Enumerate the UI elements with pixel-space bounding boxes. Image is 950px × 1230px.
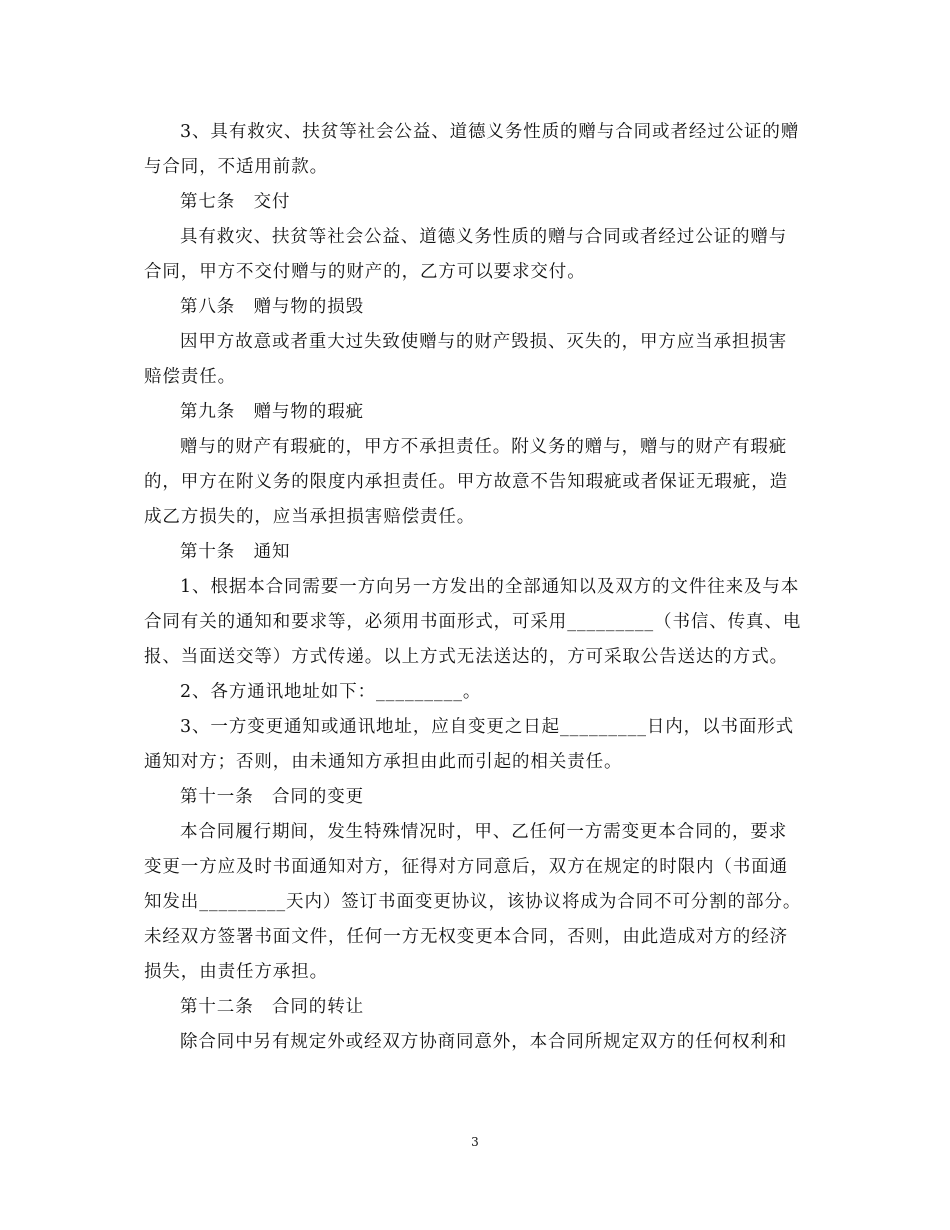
page-number: 3 (471, 1135, 479, 1149)
paragraph-line: 2、各方通讯地址如下：_________。 (180, 682, 482, 702)
paragraph-line: 与合同，不适用前款。 (144, 157, 328, 177)
article-heading: 第七条 交付 (180, 192, 291, 212)
article-heading: 第九条 赠与物的瑕疵 (180, 402, 364, 422)
paragraph-line: 3、具有救灾、扶贫等社会公益、道德义务性质的赠与合同或者经过公证的赠 (180, 122, 800, 142)
paragraph-line: 的，甲方在附义务的限度内承担责任。甲方故意不告知瑕疵或者保证无瑕疵，造 (144, 472, 788, 492)
article-heading: 第十二条 合同的转让 (180, 997, 364, 1017)
paragraph-line: 因甲方故意或者重大过失致使赠与的财产毁损、灭失的，甲方应当承担损害 (180, 332, 788, 352)
paragraph-line: 合同，甲方不交付赠与的财产的，乙方可以要求交付。 (144, 262, 586, 282)
article-heading: 第十条 通知 (180, 542, 291, 562)
paragraph-line: 损失，由责任方承担。 (144, 962, 328, 982)
paragraph-line: 通知对方；否则，由未通知方承担由此而引起的相关责任。 (144, 752, 623, 772)
paragraph-line: 除合同中另有规定外或经双方协商同意外，本合同所规定双方的任何权利和 (180, 1032, 788, 1052)
paragraph-line: 合同有关的通知和要求等，必须用书面形式，可采用_________（书信、传真、电 (144, 612, 802, 632)
document-body (144, 115, 812, 1060)
paragraph-line: 1、根据本合同需要一方向另一方发出的全部通知以及双方的文件往来及与本 (180, 577, 800, 597)
paragraph-line: 具有救灾、扶贫等社会公益、道德义务性质的赠与合同或者经过公证的赠与 (180, 227, 788, 247)
paragraph-line: 本合同履行期间，发生特殊情况时，甲、乙任何一方需变更本合同的，要求 (180, 822, 788, 842)
article-heading: 第八条 赠与物的损毁 (180, 297, 364, 317)
paragraph-line: 知发出_________天内）签订书面变更协议，该协议将成为合同不可分割的部分。 (144, 892, 802, 912)
paragraph-line: 报、当面送交等）方式传递。以上方式无法送达的，方可采取公告送达的方式。 (144, 647, 788, 667)
paragraph-line: 变更一方应及时书面通知对方，征得对方同意后，双方在规定的时限内（书面通 (144, 857, 788, 877)
paragraph-line: 成乙方损失的，应当承担损害赔偿责任。 (144, 507, 476, 527)
paragraph-line: 赠与的财产有瑕疵的，甲方不承担责任。附义务的赠与，赠与的财产有瑕疵 (180, 437, 788, 457)
paragraph-line: 未经双方签署书面文件，任何一方无权变更本合同，否则，由此造成对方的经济 (144, 927, 788, 947)
paragraph-line: 3、一方变更通知或通讯地址，应自变更之日起_________日内，以书面形式 (180, 717, 795, 737)
paragraph-line: 赔偿责任。 (144, 367, 236, 387)
article-heading: 第十一条 合同的变更 (180, 787, 364, 807)
